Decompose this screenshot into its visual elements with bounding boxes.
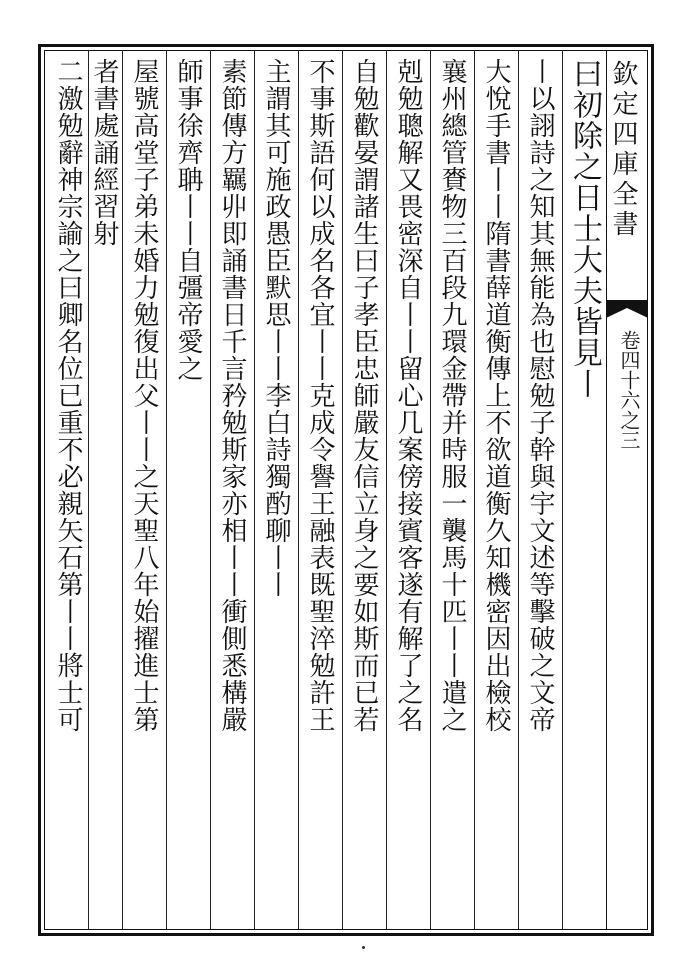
column-rule: [518, 50, 519, 930]
text-column: 屋號高堂子弟未婚力勉復出父丨丨之天聖八年始擢進士第: [129, 58, 159, 733]
text-column: 二激勉辭神宗諭之曰卿名位已重不必親矢石第丨丨將士可: [53, 58, 83, 733]
text-column: 剋勉聰解又畏密深自丨丨留心几案傍接賓客遂有解了之名: [393, 58, 423, 733]
column-rule: [562, 50, 563, 930]
column-rule: [386, 50, 387, 930]
text-column: 丨以詡詩之知其無能為也慰勉子幹與宇文述等擊破之文帝: [525, 58, 555, 733]
scan-speck: [362, 946, 365, 949]
column-rule: [254, 50, 255, 930]
text-column: 者書處誦經習射: [89, 58, 119, 247]
text-column: 師事徐齊聃丨丨自彊帝愛之: [173, 58, 203, 382]
column-rule: [298, 50, 299, 930]
text-column: 素節傳方羈丱即誦書日千言矜勉斯家亦相丨丨衝側悉構嚴: [217, 58, 247, 733]
text-column: 自勉歡晏謂諸生曰子孝臣忠師嚴友信立身之要如斯而已若: [349, 58, 379, 733]
text-column: 主謂其可施政愚臣默思丨丨李白詩獨酌聊丨丨: [261, 58, 291, 598]
column-rule: [474, 50, 475, 930]
column-rule: [430, 50, 431, 930]
column-rule: [166, 50, 167, 930]
volume-number: 卷四十六之三: [617, 330, 641, 450]
text-column: 曰初除之日士大夫皆見丨: [567, 58, 602, 399]
book-title: 欽定四庫全書: [608, 60, 638, 240]
text-column: 襄州總管賚物三百段九環金帶并時服一襲馬十匹丨丨遣之: [437, 58, 467, 733]
column-rule: [342, 50, 343, 930]
fish-tail-ornament: [606, 300, 648, 318]
text-column: 大悅手書丨丨隋書薛道衡傳上不欲道衡久知機密因出檢校: [481, 58, 511, 733]
column-rule: [210, 50, 211, 930]
text-column: 不事斯語何以成名各宜丨丨克成令譽王融表既聖淬勉許王: [305, 58, 335, 733]
